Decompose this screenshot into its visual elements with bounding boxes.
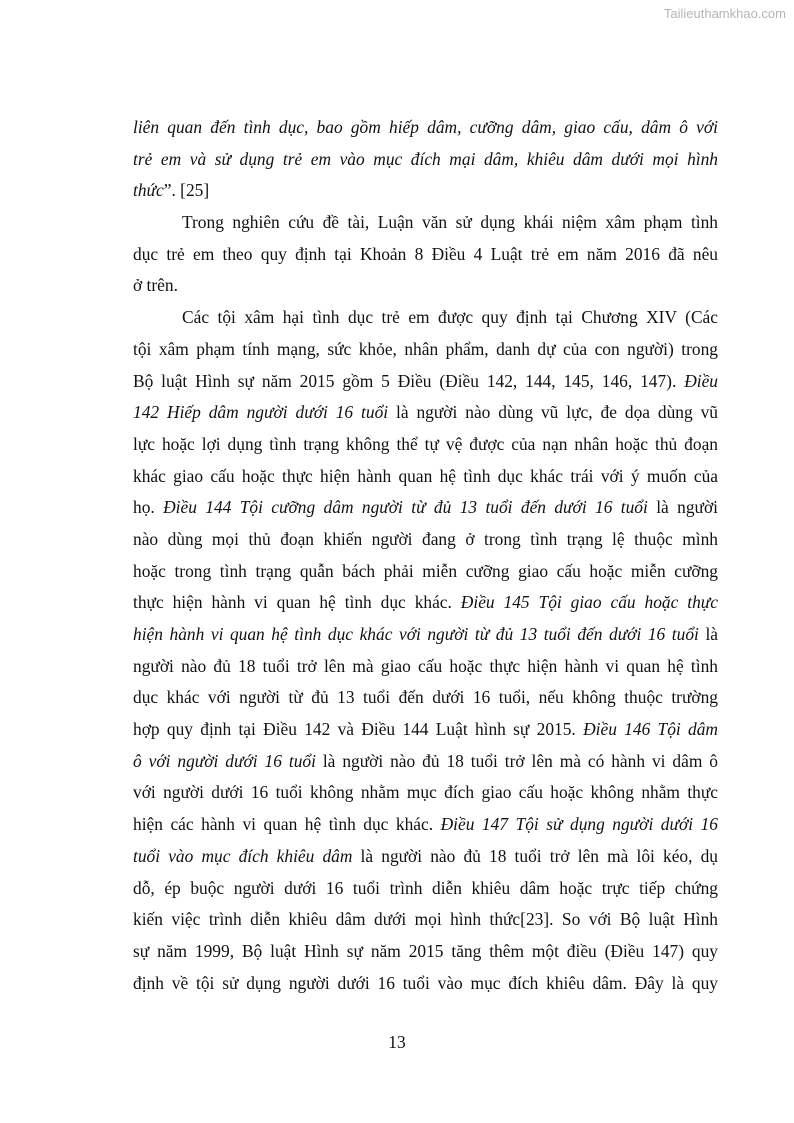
- text-line: [133, 461, 718, 493]
- text-run: sự năm 1999, Bộ luật Hình sự năm 2015 tăng thêm một điều (Điều 147) quy: [133, 940, 718, 961]
- text-line: [133, 587, 718, 619]
- italic-text: Điều 146 Tội dâm: [583, 719, 718, 740]
- italic-text: trẻ em và sử dụng trẻ em vào mục đích mại dâm, khiêu dâm dưới mọi hình: [133, 148, 718, 169]
- italic-text: Điều: [684, 370, 718, 391]
- text-run: khác giao cấu hoặc thực hiện hành quan hệ tình dục khác trái với ý muốn của: [133, 465, 718, 486]
- paragraph: [133, 302, 718, 999]
- text-run: Trong nghiên cứu đề tài, Luận văn sử dụng khái niệm xâm phạm tình: [182, 212, 718, 233]
- watermark-text: Tailieuthamkhao.com: [663, 6, 786, 21]
- text-line: [133, 366, 718, 398]
- text-line: [133, 492, 718, 524]
- text-line: [133, 334, 718, 366]
- text-line: [133, 144, 718, 176]
- text-line: [133, 619, 718, 651]
- text-run: ”. [25]: [163, 180, 210, 201]
- text-line: [133, 270, 718, 302]
- text-line: [133, 556, 718, 588]
- text-line: [133, 714, 718, 746]
- text-line: [133, 207, 718, 239]
- text-line: [133, 397, 718, 429]
- text-run: lực hoặc lợi dụng tình trạng không thể tự vệ được của nạn nhân hoặc thủ đoạn: [133, 433, 718, 454]
- text-run: là người nào đủ 18 tuổi trở lên mà lôi kéo, dụ: [352, 845, 718, 866]
- text-run: dỗ, ép buộc người dưới 16 tuổi trình diễn khiêu dâm hoặc trực tiếp chứng: [133, 877, 718, 898]
- text-run: nào dùng mọi thủ đoạn khiến người đang ở trong tình trạng lệ thuộc mình: [133, 528, 718, 549]
- text-run: dục trẻ em theo quy định tại Khoản 8 Điều 4 Luật trẻ em năm 2016 đã nêu: [133, 243, 718, 264]
- text-line: [133, 746, 718, 778]
- italic-text: Điều 144 Tội cưỡng dâm người từ đủ 13 tuổi đến dưới 16 tuổi: [163, 497, 648, 518]
- text-run: là người nào dùng vũ lực, đe dọa dùng vũ: [388, 402, 718, 423]
- italic-text: tuổi vào mục đích khiêu dâm: [133, 845, 353, 866]
- text-run: hiện các hành vi quan hệ tình dục khác.: [133, 814, 441, 835]
- paragraph: [133, 207, 718, 302]
- paragraph: [133, 112, 718, 207]
- text-run: tội xâm phạm tính mạng, sức khỏe, nhân phẩm, danh dự của con người) trong: [133, 338, 718, 359]
- text-line: [133, 968, 718, 1000]
- text-run: là: [698, 624, 718, 644]
- italic-text: 142 Hiếp dâm người dưới 16 tuổi: [133, 402, 389, 423]
- text-line: [133, 239, 718, 271]
- text-line: [133, 904, 718, 936]
- text-line: [133, 302, 718, 334]
- text-line: [133, 682, 718, 714]
- text-line: [133, 841, 718, 873]
- text-line: [133, 524, 718, 556]
- italic-text: Điều 147 Tội sử dụng người dưới 16: [440, 814, 718, 835]
- text-line: [133, 429, 718, 461]
- text-run: là người nào đủ 18 tuổi trở lên mà có hành vi dâm ô: [315, 750, 718, 771]
- document-body: [133, 112, 718, 999]
- text-run: thực hiện hành vi quan hệ tình dục khác.: [133, 592, 461, 613]
- page-number: 13: [388, 1032, 406, 1052]
- text-run: hoặc trong tình trạng quẫn bách phải miễn cưỡng giao cấu hoặc miễn cưỡng: [133, 560, 718, 581]
- text-run: với người dưới 16 tuổi không nhằm mục đích giao cấu hoặc không nhằm thực: [133, 782, 718, 803]
- text-run: là người: [647, 497, 718, 518]
- text-run: kiến việc trình diễn khiêu dâm dưới mọi hình thức[23]. So với Bộ luật Hình: [133, 909, 718, 930]
- text-line: [133, 873, 718, 905]
- text-line: [133, 651, 718, 683]
- text-run: Bộ luật Hình sự năm 2015 gồm 5 Điều (Điều 142, 144, 145, 146, 147).: [133, 370, 685, 391]
- text-run: ở trên.: [133, 275, 178, 296]
- text-line: [133, 112, 718, 144]
- text-line: [133, 936, 718, 968]
- text-run: dục khác với người từ đủ 13 tuổi đến dưới 16 tuổi, nếu không thuộc trường: [133, 687, 718, 708]
- italic-text: liên quan đến tình dục, bao gồm hiếp dâm, cưỡng dâm, giao cấu, dâm ô với: [133, 117, 718, 137]
- text-run: họ.: [133, 497, 164, 518]
- text-line: [133, 175, 718, 207]
- text-run: hợp quy định tại Điều 142 và Điều 144 Luật hình sự 2015.: [133, 719, 584, 740]
- text-line: [133, 777, 718, 809]
- text-run: người nào đủ 18 tuổi trở lên mà giao cấu hoặc thực hiện hành vi quan hệ tình: [133, 655, 718, 676]
- text-line: [133, 809, 718, 841]
- text-run: Các tội xâm hại tình dục trẻ em được quy định tại Chương XIV (Các: [182, 307, 718, 328]
- italic-text: ô với người dưới 16 tuổi: [133, 750, 316, 771]
- italic-text: Điều 145 Tội giao cấu hoặc thực: [460, 592, 718, 613]
- italic-text: thức: [133, 180, 164, 201]
- text-run: định về tội sử dụng người dưới 16 tuổi vào mục đích khiêu dâm. Đây là quy: [133, 972, 718, 993]
- italic-text: hiện hành vi quan hệ tình dục khác với người từ đủ 13 tuổi đến dưới 16 tuổi: [133, 624, 699, 644]
